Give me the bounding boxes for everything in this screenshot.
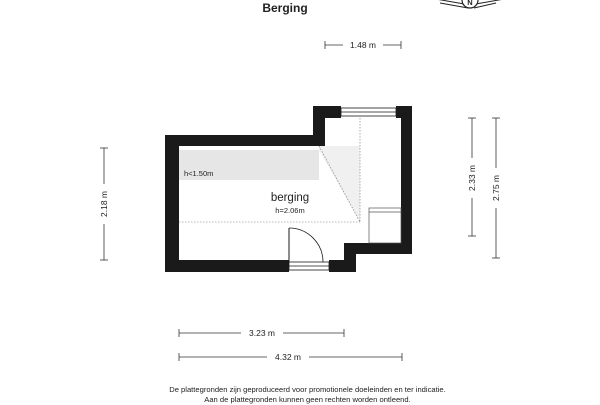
wall-top-left xyxy=(165,135,325,146)
window-top xyxy=(341,108,396,116)
dim-left-label: 2.18 m xyxy=(99,191,109,217)
plan-title: Berging xyxy=(262,1,308,15)
cabinet xyxy=(369,208,401,243)
door xyxy=(289,228,329,270)
dim-bottom-outer-label: 4.32 m xyxy=(275,352,301,362)
dim-right-outer-label: 2.75 m xyxy=(491,175,501,201)
dim-top-label: 1.48 m xyxy=(350,40,376,50)
disclaimer-line-1: De plattegronden zijn geproduceerd voor promotionele doeleinden en ter indicatie. xyxy=(169,385,446,394)
disclaimer-line-2: Aan de plattegronden kunnen geen rechten worden ontleend. xyxy=(204,395,411,404)
dim-bottom-inner-label: 3.23 m xyxy=(249,328,275,338)
compass-rose-icon xyxy=(430,0,510,8)
low-ceiling-label: h<1.50m xyxy=(184,169,214,178)
compass-label: N xyxy=(467,0,473,7)
room-height: h=2.06m xyxy=(275,206,305,215)
wall-left xyxy=(165,135,179,272)
wall-bottom-left xyxy=(165,260,289,272)
room-name: berging xyxy=(270,192,310,204)
wall-notch-vertical xyxy=(313,106,325,146)
wall-top-right xyxy=(396,106,412,118)
dim-right-inner-label: 2.33 m xyxy=(467,165,477,191)
wall-bottom-step xyxy=(329,260,344,272)
wall-right xyxy=(401,106,412,254)
disclaimer xyxy=(0,385,600,405)
